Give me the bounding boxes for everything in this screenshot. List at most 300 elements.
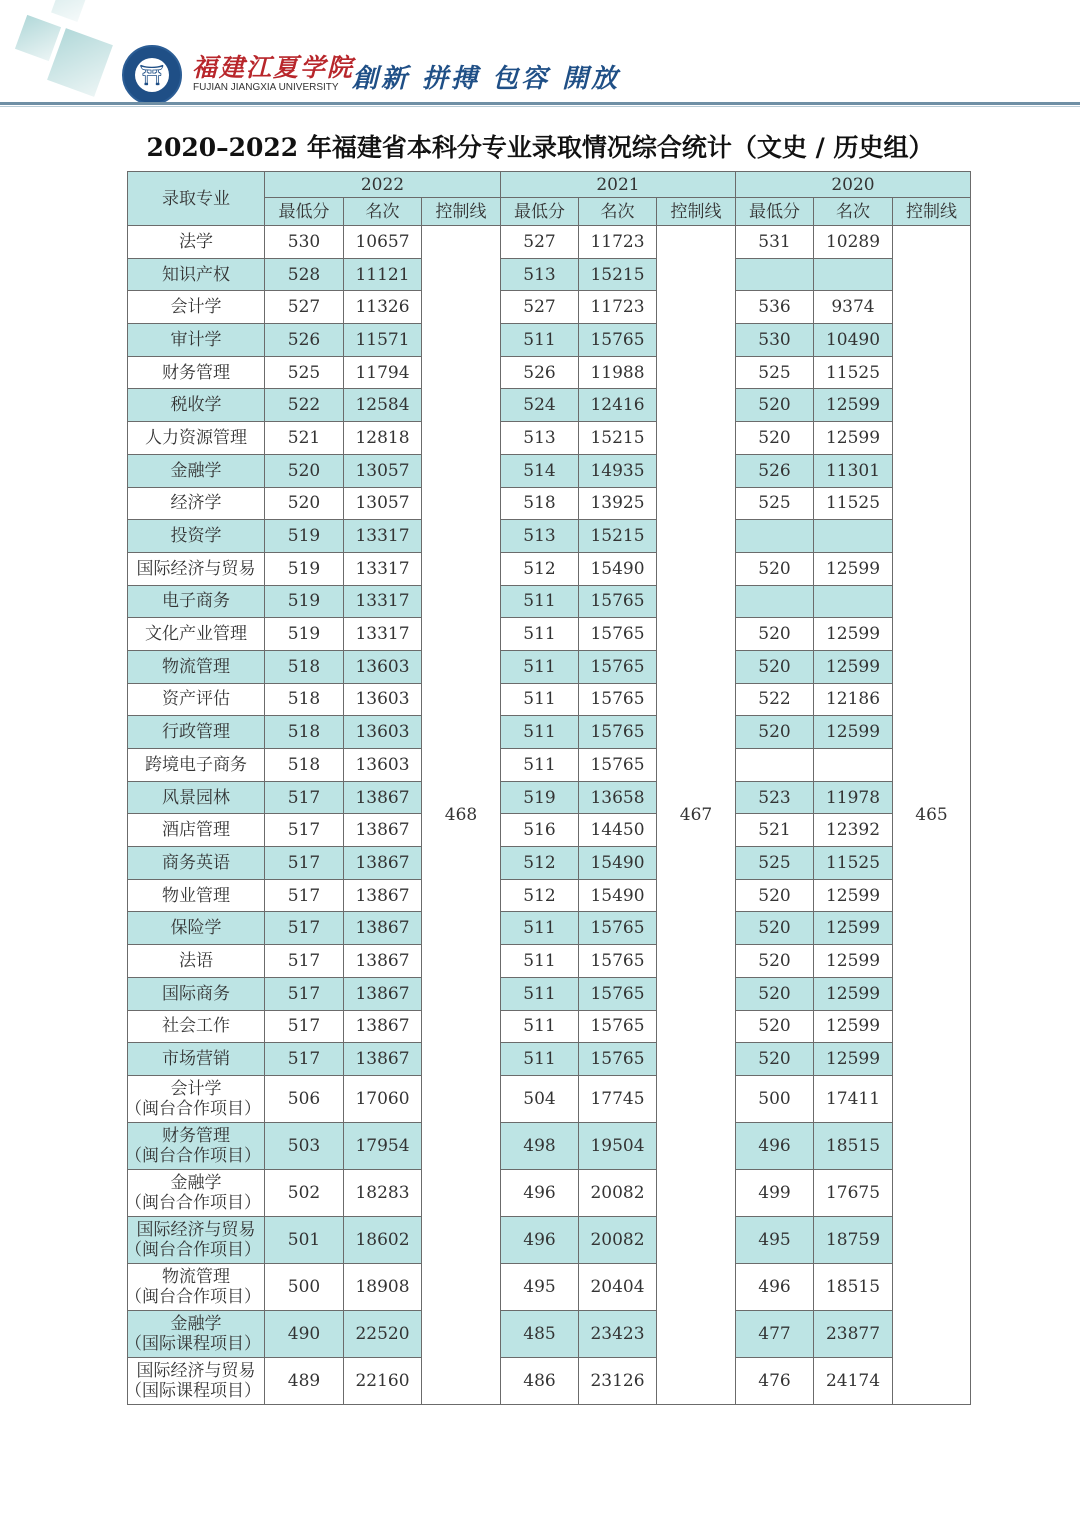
table-row: [128, 912, 971, 945]
min-score-cell: 496: [501, 1216, 579, 1263]
min-score-cell: 502: [265, 1169, 344, 1216]
rank-cell: 15490: [579, 879, 657, 912]
major-name: 资产评估: [162, 689, 230, 710]
decorative-shape: [15, 15, 61, 61]
rank-cell: 12599: [814, 1043, 893, 1076]
major-cell: [125, 1357, 265, 1404]
rank-cell: 11301: [814, 454, 893, 487]
table-row: [128, 749, 971, 782]
min-score-cell: 477: [736, 1310, 814, 1357]
rank-cell: 15765: [579, 1043, 657, 1076]
table-row: [128, 585, 971, 618]
major-name: 社会工作: [162, 1016, 230, 1037]
major-cell: [128, 618, 265, 651]
major-cell: [128, 585, 265, 618]
major-name: 法语: [179, 950, 213, 971]
major-cell: [128, 814, 265, 847]
rank-cell: 11794: [344, 356, 422, 389]
rank-cell: 12599: [814, 1010, 893, 1043]
major-name: 文化产业管理: [145, 624, 247, 645]
rank-cell: 11723: [579, 291, 657, 324]
major-name: 电子商务: [162, 591, 230, 612]
major-cell: [128, 291, 265, 324]
rank-cell: 12599: [814, 552, 893, 585]
school-name-cn: 福建江夏学院: [192, 53, 355, 82]
min-score-cell: 520: [736, 1010, 814, 1043]
major-name: 国际经济与贸易: [136, 1219, 256, 1240]
rank-cell: 13867: [344, 781, 422, 814]
major-note: （闽台合作项目）: [125, 1145, 261, 1166]
major-name: 财务管理: [162, 1125, 230, 1146]
rank-cell: 12818: [344, 422, 422, 455]
major-cell: [128, 356, 265, 389]
major-name: 物流管理: [162, 1266, 230, 1287]
min-score-cell: 536: [736, 291, 814, 324]
rank-cell: 19504: [579, 1122, 657, 1169]
min-score-cell: 512: [501, 847, 579, 880]
rank-cell: 13867: [344, 814, 422, 847]
min-score-cell: 517: [265, 1043, 344, 1076]
year-header: 2021: [501, 172, 736, 198]
major-header: 录取专业: [128, 172, 265, 226]
table-row: [128, 683, 971, 716]
control-line-header: 控制线: [893, 198, 971, 226]
school-name-en: FUJIAN JIANGXIA UNIVERSITY: [193, 82, 339, 93]
min-score-cell: 500: [736, 1075, 814, 1122]
min-score-cell: 516: [501, 814, 579, 847]
major-cell: [128, 847, 265, 880]
major-name: 商务英语: [162, 852, 230, 873]
major-cell: [128, 324, 265, 357]
rank-cell: 11121: [344, 258, 422, 291]
major-cell: [128, 945, 265, 978]
major-cell: [128, 912, 265, 945]
min-score-cell: 485: [501, 1310, 579, 1357]
min-score-cell: 528: [265, 258, 344, 291]
min-score-cell: [736, 585, 814, 618]
min-score-cell: 526: [265, 324, 344, 357]
major-name: 跨境电子商务: [145, 754, 247, 775]
table-row: [128, 847, 971, 880]
rank-cell: 13317: [344, 585, 422, 618]
rank-cell: 15765: [579, 324, 657, 357]
min-score-cell: 527: [265, 291, 344, 324]
rank-cell: [814, 749, 893, 782]
table-row: [128, 618, 971, 651]
rank-cell: [814, 520, 893, 553]
table-row: [128, 226, 971, 259]
min-score-cell: 518: [501, 487, 579, 520]
major-cell: [125, 1263, 265, 1310]
table-row: [128, 1075, 971, 1122]
rank-cell: 13867: [344, 945, 422, 978]
min-score-cell: 519: [265, 520, 344, 553]
rank-cell: 15215: [579, 520, 657, 553]
min-score-cell: 495: [736, 1216, 814, 1263]
table-row: [128, 1263, 971, 1310]
min-score-cell: 504: [501, 1075, 579, 1122]
table-row: [128, 291, 971, 324]
min-score-cell: 531: [736, 226, 814, 259]
rank-cell: 13658: [579, 781, 657, 814]
min-score-cell: 526: [736, 454, 814, 487]
rank-cell: 13603: [344, 749, 422, 782]
min-score-cell: 499: [736, 1169, 814, 1216]
rank-cell: 13057: [344, 487, 422, 520]
rank-cell: 13867: [344, 1010, 422, 1043]
major-cell: [128, 683, 265, 716]
major-cell: [128, 977, 265, 1010]
table-row: [128, 977, 971, 1010]
rank-cell: 18759: [814, 1216, 893, 1263]
rank-cell: 13867: [344, 1043, 422, 1076]
major-note: （闽台合作项目）: [125, 1192, 261, 1213]
admission-table: [127, 171, 971, 1405]
table-row: [128, 487, 971, 520]
major-name: 行政管理: [162, 722, 230, 743]
min-score-cell: 517: [265, 977, 344, 1010]
rank-cell: 23423: [579, 1310, 657, 1357]
min-score-header: 最低分: [265, 198, 344, 226]
rank-header: 名次: [579, 198, 657, 226]
min-score-cell: 520: [736, 389, 814, 422]
table-row: [128, 258, 971, 291]
rank-cell: 24174: [814, 1357, 893, 1404]
rank-cell: 18283: [344, 1169, 422, 1216]
control-line-cell: 467: [657, 226, 736, 1405]
major-name: 人力资源管理: [145, 427, 247, 448]
major-cell: [128, 389, 265, 422]
min-score-header: 最低分: [501, 198, 579, 226]
table-row: [128, 1122, 971, 1169]
rank-cell: 13603: [344, 650, 422, 683]
rank-cell: 15765: [579, 585, 657, 618]
table-row: [128, 1357, 971, 1404]
rank-cell: 9374: [814, 291, 893, 324]
min-score-cell: 511: [501, 324, 579, 357]
rank-cell: 13317: [344, 552, 422, 585]
control-line-header: 控制线: [657, 198, 736, 226]
min-score-cell: 511: [501, 585, 579, 618]
rank-cell: 13317: [344, 618, 422, 651]
table-row: [128, 879, 971, 912]
rank-cell: 11326: [344, 291, 422, 324]
rank-cell: 15765: [579, 1010, 657, 1043]
min-score-cell: 520: [736, 945, 814, 978]
min-score-cell: 518: [265, 650, 344, 683]
rank-cell: 13867: [344, 912, 422, 945]
min-score-cell: 517: [265, 847, 344, 880]
min-score-cell: 521: [736, 814, 814, 847]
min-score-cell: 522: [265, 389, 344, 422]
rank-cell: 15765: [579, 977, 657, 1010]
major-name: 审计学: [170, 329, 222, 350]
rank-cell: 20082: [579, 1169, 657, 1216]
table-row: [128, 1010, 971, 1043]
min-score-cell: 520: [736, 650, 814, 683]
rank-cell: 15490: [579, 847, 657, 880]
min-score-cell: 517: [265, 1010, 344, 1043]
rank-cell: 17060: [344, 1075, 422, 1122]
min-score-cell: 525: [736, 487, 814, 520]
rank-cell: 13057: [344, 454, 422, 487]
rank-cell: 17745: [579, 1075, 657, 1122]
min-score-cell: 512: [501, 879, 579, 912]
major-note: （国际课程项目）: [125, 1380, 261, 1401]
rank-cell: 15765: [579, 650, 657, 683]
rank-cell: 11571: [344, 324, 422, 357]
rank-cell: 20404: [579, 1263, 657, 1310]
min-score-cell: 527: [501, 291, 579, 324]
rank-header: 名次: [814, 198, 893, 226]
rank-cell: 14450: [579, 814, 657, 847]
min-score-cell: 520: [736, 422, 814, 455]
major-note: （闽台合作项目）: [125, 1239, 261, 1260]
major-cell: [128, 650, 265, 683]
rank-cell: 22160: [344, 1357, 422, 1404]
min-score-cell: 511: [501, 683, 579, 716]
table-row: [128, 1043, 971, 1076]
major-cell: [125, 1075, 265, 1122]
major-cell: [128, 552, 265, 585]
rank-cell: 20082: [579, 1216, 657, 1263]
rank-cell: 13867: [344, 879, 422, 912]
major-name: 金融学: [170, 1313, 222, 1334]
major-cell: [128, 879, 265, 912]
min-score-cell: 517: [265, 781, 344, 814]
min-score-cell: 514: [501, 454, 579, 487]
rank-cell: 15765: [579, 749, 657, 782]
table-row: [128, 1216, 971, 1263]
min-score-cell: 513: [501, 258, 579, 291]
major-cell: [128, 520, 265, 553]
rank-cell: 11978: [814, 781, 893, 814]
rank-cell: 12599: [814, 389, 893, 422]
min-score-cell: 517: [265, 814, 344, 847]
min-score-cell: [736, 749, 814, 782]
min-score-cell: 525: [265, 356, 344, 389]
major-cell: [128, 1010, 265, 1043]
major-cell: [128, 781, 265, 814]
rank-cell: 12599: [814, 912, 893, 945]
table-row: [128, 356, 971, 389]
header-divider: [0, 102, 1080, 105]
year-header: 2020: [736, 172, 971, 198]
major-name: 国际经济与贸易: [136, 1360, 256, 1381]
table-row: [128, 781, 971, 814]
rank-cell: 11988: [579, 356, 657, 389]
logo-emblem-icon: ⛩: [135, 58, 169, 92]
control-line-header: 控制线: [422, 198, 501, 226]
table-row: [128, 1169, 971, 1216]
rank-cell: [814, 585, 893, 618]
school-motto: 創新 拼搏 包容 開放: [352, 64, 621, 94]
rank-cell: 12584: [344, 389, 422, 422]
min-score-cell: 506: [265, 1075, 344, 1122]
major-name: 保险学: [170, 918, 222, 939]
min-score-cell: 522: [736, 683, 814, 716]
min-score-cell: 511: [501, 716, 579, 749]
rank-cell: 18602: [344, 1216, 422, 1263]
min-score-cell: 513: [501, 520, 579, 553]
min-score-cell: 490: [265, 1310, 344, 1357]
rank-cell: 12599: [814, 422, 893, 455]
min-score-cell: 496: [736, 1263, 814, 1310]
min-score-cell: 519: [501, 781, 579, 814]
table-row: [128, 454, 971, 487]
rank-cell: 12416: [579, 389, 657, 422]
min-score-cell: 518: [265, 716, 344, 749]
major-name: 金融学: [170, 1172, 222, 1193]
major-cell: [125, 1310, 265, 1357]
table-row: [128, 945, 971, 978]
major-name: 酒店管理: [162, 820, 230, 841]
min-score-cell: 523: [736, 781, 814, 814]
rank-cell: 13603: [344, 716, 422, 749]
table-row: [128, 324, 971, 357]
rank-cell: 23877: [814, 1310, 893, 1357]
min-score-cell: 520: [265, 454, 344, 487]
header-divider: [0, 106, 1080, 107]
rank-cell: 15215: [579, 422, 657, 455]
table-row: [128, 650, 971, 683]
major-name: 物流管理: [162, 656, 230, 677]
rank-header: 名次: [344, 198, 422, 226]
table-row: [128, 422, 971, 455]
major-name: 国际商务: [162, 983, 230, 1004]
min-score-cell: 518: [265, 683, 344, 716]
min-score-cell: 527: [501, 226, 579, 259]
major-cell: [128, 226, 265, 259]
min-score-cell: 520: [736, 552, 814, 585]
min-score-cell: 498: [501, 1122, 579, 1169]
rank-cell: 12186: [814, 683, 893, 716]
table-row: [128, 1310, 971, 1357]
min-score-cell: 511: [501, 1043, 579, 1076]
rank-cell: 11525: [814, 847, 893, 880]
major-cell: [128, 422, 265, 455]
rank-cell: 12392: [814, 814, 893, 847]
rank-cell: 15765: [579, 716, 657, 749]
rank-cell: 12599: [814, 716, 893, 749]
major-name: 税收学: [170, 395, 222, 416]
min-score-cell: 524: [501, 389, 579, 422]
rank-cell: 13867: [344, 977, 422, 1010]
rank-cell: 12599: [814, 945, 893, 978]
min-score-cell: 501: [265, 1216, 344, 1263]
rank-cell: 12599: [814, 977, 893, 1010]
rank-cell: 11525: [814, 356, 893, 389]
major-note: （闽台合作项目）: [125, 1286, 261, 1307]
min-score-cell: 520: [736, 977, 814, 1010]
min-score-cell: 512: [501, 552, 579, 585]
min-score-cell: 526: [501, 356, 579, 389]
min-score-cell: 517: [265, 912, 344, 945]
rank-cell: 13317: [344, 520, 422, 553]
university-logo: [122, 45, 182, 105]
major-name: 会计学: [170, 1078, 222, 1099]
min-score-cell: 511: [501, 945, 579, 978]
min-score-cell: 495: [501, 1263, 579, 1310]
min-score-cell: 520: [736, 912, 814, 945]
min-score-cell: 525: [736, 356, 814, 389]
min-score-header: 最低分: [736, 198, 814, 226]
rank-cell: 10657: [344, 226, 422, 259]
major-name: 金融学: [170, 460, 222, 481]
rank-cell: 15765: [579, 912, 657, 945]
major-cell: [128, 454, 265, 487]
min-score-cell: 476: [736, 1357, 814, 1404]
rank-cell: 10490: [814, 324, 893, 357]
rank-cell: 13925: [579, 487, 657, 520]
control-line-cell: 468: [422, 226, 501, 1405]
rank-cell: 23126: [579, 1357, 657, 1404]
rank-cell: 18515: [814, 1122, 893, 1169]
page-title: 2020–2022 年福建省本科分专业录取情况综合统计（文史 / 历史组）: [146, 133, 934, 162]
rank-cell: 18908: [344, 1263, 422, 1310]
major-cell: [128, 258, 265, 291]
rank-cell: 17411: [814, 1075, 893, 1122]
min-score-cell: 521: [265, 422, 344, 455]
control-line-cell: 465: [893, 226, 971, 1405]
rank-cell: 15765: [579, 683, 657, 716]
min-score-cell: 520: [736, 618, 814, 651]
table-row: [128, 552, 971, 585]
min-score-cell: 489: [265, 1357, 344, 1404]
major-name: 投资学: [170, 526, 222, 547]
table-row: [128, 716, 971, 749]
table-row: [128, 389, 971, 422]
major-name: 市场营销: [162, 1049, 230, 1070]
major-name: 法学: [179, 231, 213, 252]
major-name: 知识产权: [162, 264, 230, 285]
major-cell: [125, 1216, 265, 1263]
rank-cell: 17954: [344, 1122, 422, 1169]
major-name: 物业管理: [162, 885, 230, 906]
min-score-cell: 520: [736, 716, 814, 749]
rank-cell: 12599: [814, 879, 893, 912]
min-score-cell: 511: [501, 749, 579, 782]
major-name: 经济学: [170, 493, 222, 514]
min-score-cell: 500: [265, 1263, 344, 1310]
year-header: 2022: [265, 172, 501, 198]
rank-cell: 18515: [814, 1263, 893, 1310]
major-name: 财务管理: [162, 362, 230, 383]
min-score-cell: 503: [265, 1122, 344, 1169]
min-score-cell: 486: [501, 1357, 579, 1404]
min-score-cell: [736, 258, 814, 291]
min-score-cell: 511: [501, 977, 579, 1010]
min-score-cell: 496: [501, 1169, 579, 1216]
min-score-cell: 511: [501, 650, 579, 683]
min-score-cell: 517: [265, 879, 344, 912]
rank-cell: 15765: [579, 618, 657, 651]
rank-cell: [814, 258, 893, 291]
decorative-shape: [51, 0, 87, 22]
min-score-cell: 519: [265, 618, 344, 651]
min-score-cell: 520: [265, 487, 344, 520]
rank-cell: 15215: [579, 258, 657, 291]
min-score-cell: 511: [501, 618, 579, 651]
major-cell: [128, 487, 265, 520]
min-score-cell: 530: [265, 226, 344, 259]
major-cell: [125, 1169, 265, 1216]
major-name: 会计学: [170, 297, 222, 318]
min-score-cell: 520: [736, 1043, 814, 1076]
header-row-years: [128, 172, 971, 198]
min-score-cell: 530: [736, 324, 814, 357]
major-name: 风景园林: [162, 787, 230, 808]
